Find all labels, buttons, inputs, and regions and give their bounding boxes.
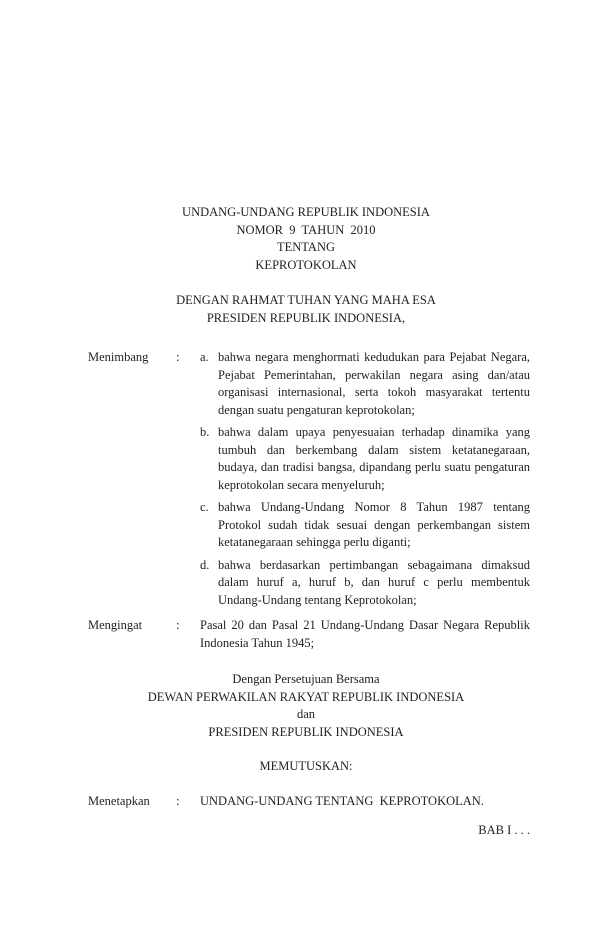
document-body <box>88 349 530 652</box>
item-letter: d. <box>200 557 210 572</box>
mengingat-separator: : <box>176 618 180 632</box>
title-line: TENTANG <box>276 240 335 254</box>
title-line: NOMOR 9 TAHUN 2010 <box>236 222 376 237</box>
title-line: KEPROTOKOLAN <box>255 257 357 272</box>
agreement-line: Dengan Persetujuan Bersama <box>232 672 380 686</box>
menetapkan-section <box>88 793 530 811</box>
list-item <box>200 557 530 610</box>
menimbang-section <box>88 349 530 614</box>
list-item <box>200 349 530 419</box>
item-letter: b. <box>200 425 210 439</box>
item-text: bahwa Undang-Undang Nomor 8 Tahun 1987 tentang Protokol sudah tidak sesuai dengan perkembangan sistem ketatanegaraan sehingga perlu diganti; <box>218 500 530 549</box>
item-letter: c. <box>200 500 209 514</box>
page-continuation-note: BAB I . . . <box>478 823 530 837</box>
list-item <box>200 424 530 494</box>
list-item <box>200 499 530 552</box>
mengingat-label: Mengingat <box>88 618 143 632</box>
agreement-line: PRESIDEN REPUBLIK INDONESIA <box>208 724 404 739</box>
item-text: bahwa berdasarkan pertimbangan sebagaimana dimaksud dalam huruf a, huruf b, dan huruf c perlu membentuk Undang-Undang tentang Keprotokolan; <box>218 557 530 607</box>
memutuskan-heading: MEMUTUSKAN: <box>259 759 353 773</box>
enactment-body <box>88 793 530 840</box>
invocation-line: PRESIDEN REPUBLIK INDONESIA, <box>206 310 406 325</box>
agreement-line: dan <box>296 707 316 721</box>
title-line: UNDANG-UNDANG REPUBLIK INDONESIA <box>182 205 430 219</box>
invocation-block <box>0 292 612 327</box>
document-title-block <box>0 0 612 274</box>
menimbang-items <box>200 349 530 614</box>
menetapkan-label: Menetapkan <box>88 793 150 808</box>
mengingat-section <box>88 617 530 652</box>
agreement-line: DEWAN PERWAKILAN RAKYAT REPUBLIK INDONESIA <box>147 689 465 704</box>
menetapkan-text: UNDANG-UNDANG TENTANG KEPROTOKOLAN. <box>200 793 484 808</box>
item-letter: a. <box>200 350 209 364</box>
agreement-block <box>0 671 612 741</box>
menetapkan-separator: : <box>176 793 180 808</box>
invocation-line: DENGAN RAHMAT TUHAN YANG MAHA ESA <box>176 293 436 307</box>
menimbang-separator: : <box>176 350 180 364</box>
mengingat-text: Pasal 20 dan Pasal 21 Undang-Undang Dasar Negara Republik Indonesia Tahun 1945; <box>200 618 530 650</box>
item-text: bahwa negara menghormati kedudukan para Pejabat Negara, Pejabat Pemerintahan, perwakilan negara asing dan/atau organisasi internasional, serta tokoh masyarakat tertentu dengan suatu pengaturan keprotokolan; <box>218 350 530 417</box>
item-text: bahwa dalam upaya penyesuaian terhadap dinamika yang tumbuh dan berkembang dalam sistem ketatanegaraan, budaya, dan tradisi bangsa, dipandang perlu suatu pengaturan keprotokolan secara menyeluruh; <box>218 425 530 492</box>
menimbang-label: Menimbang <box>88 350 149 364</box>
